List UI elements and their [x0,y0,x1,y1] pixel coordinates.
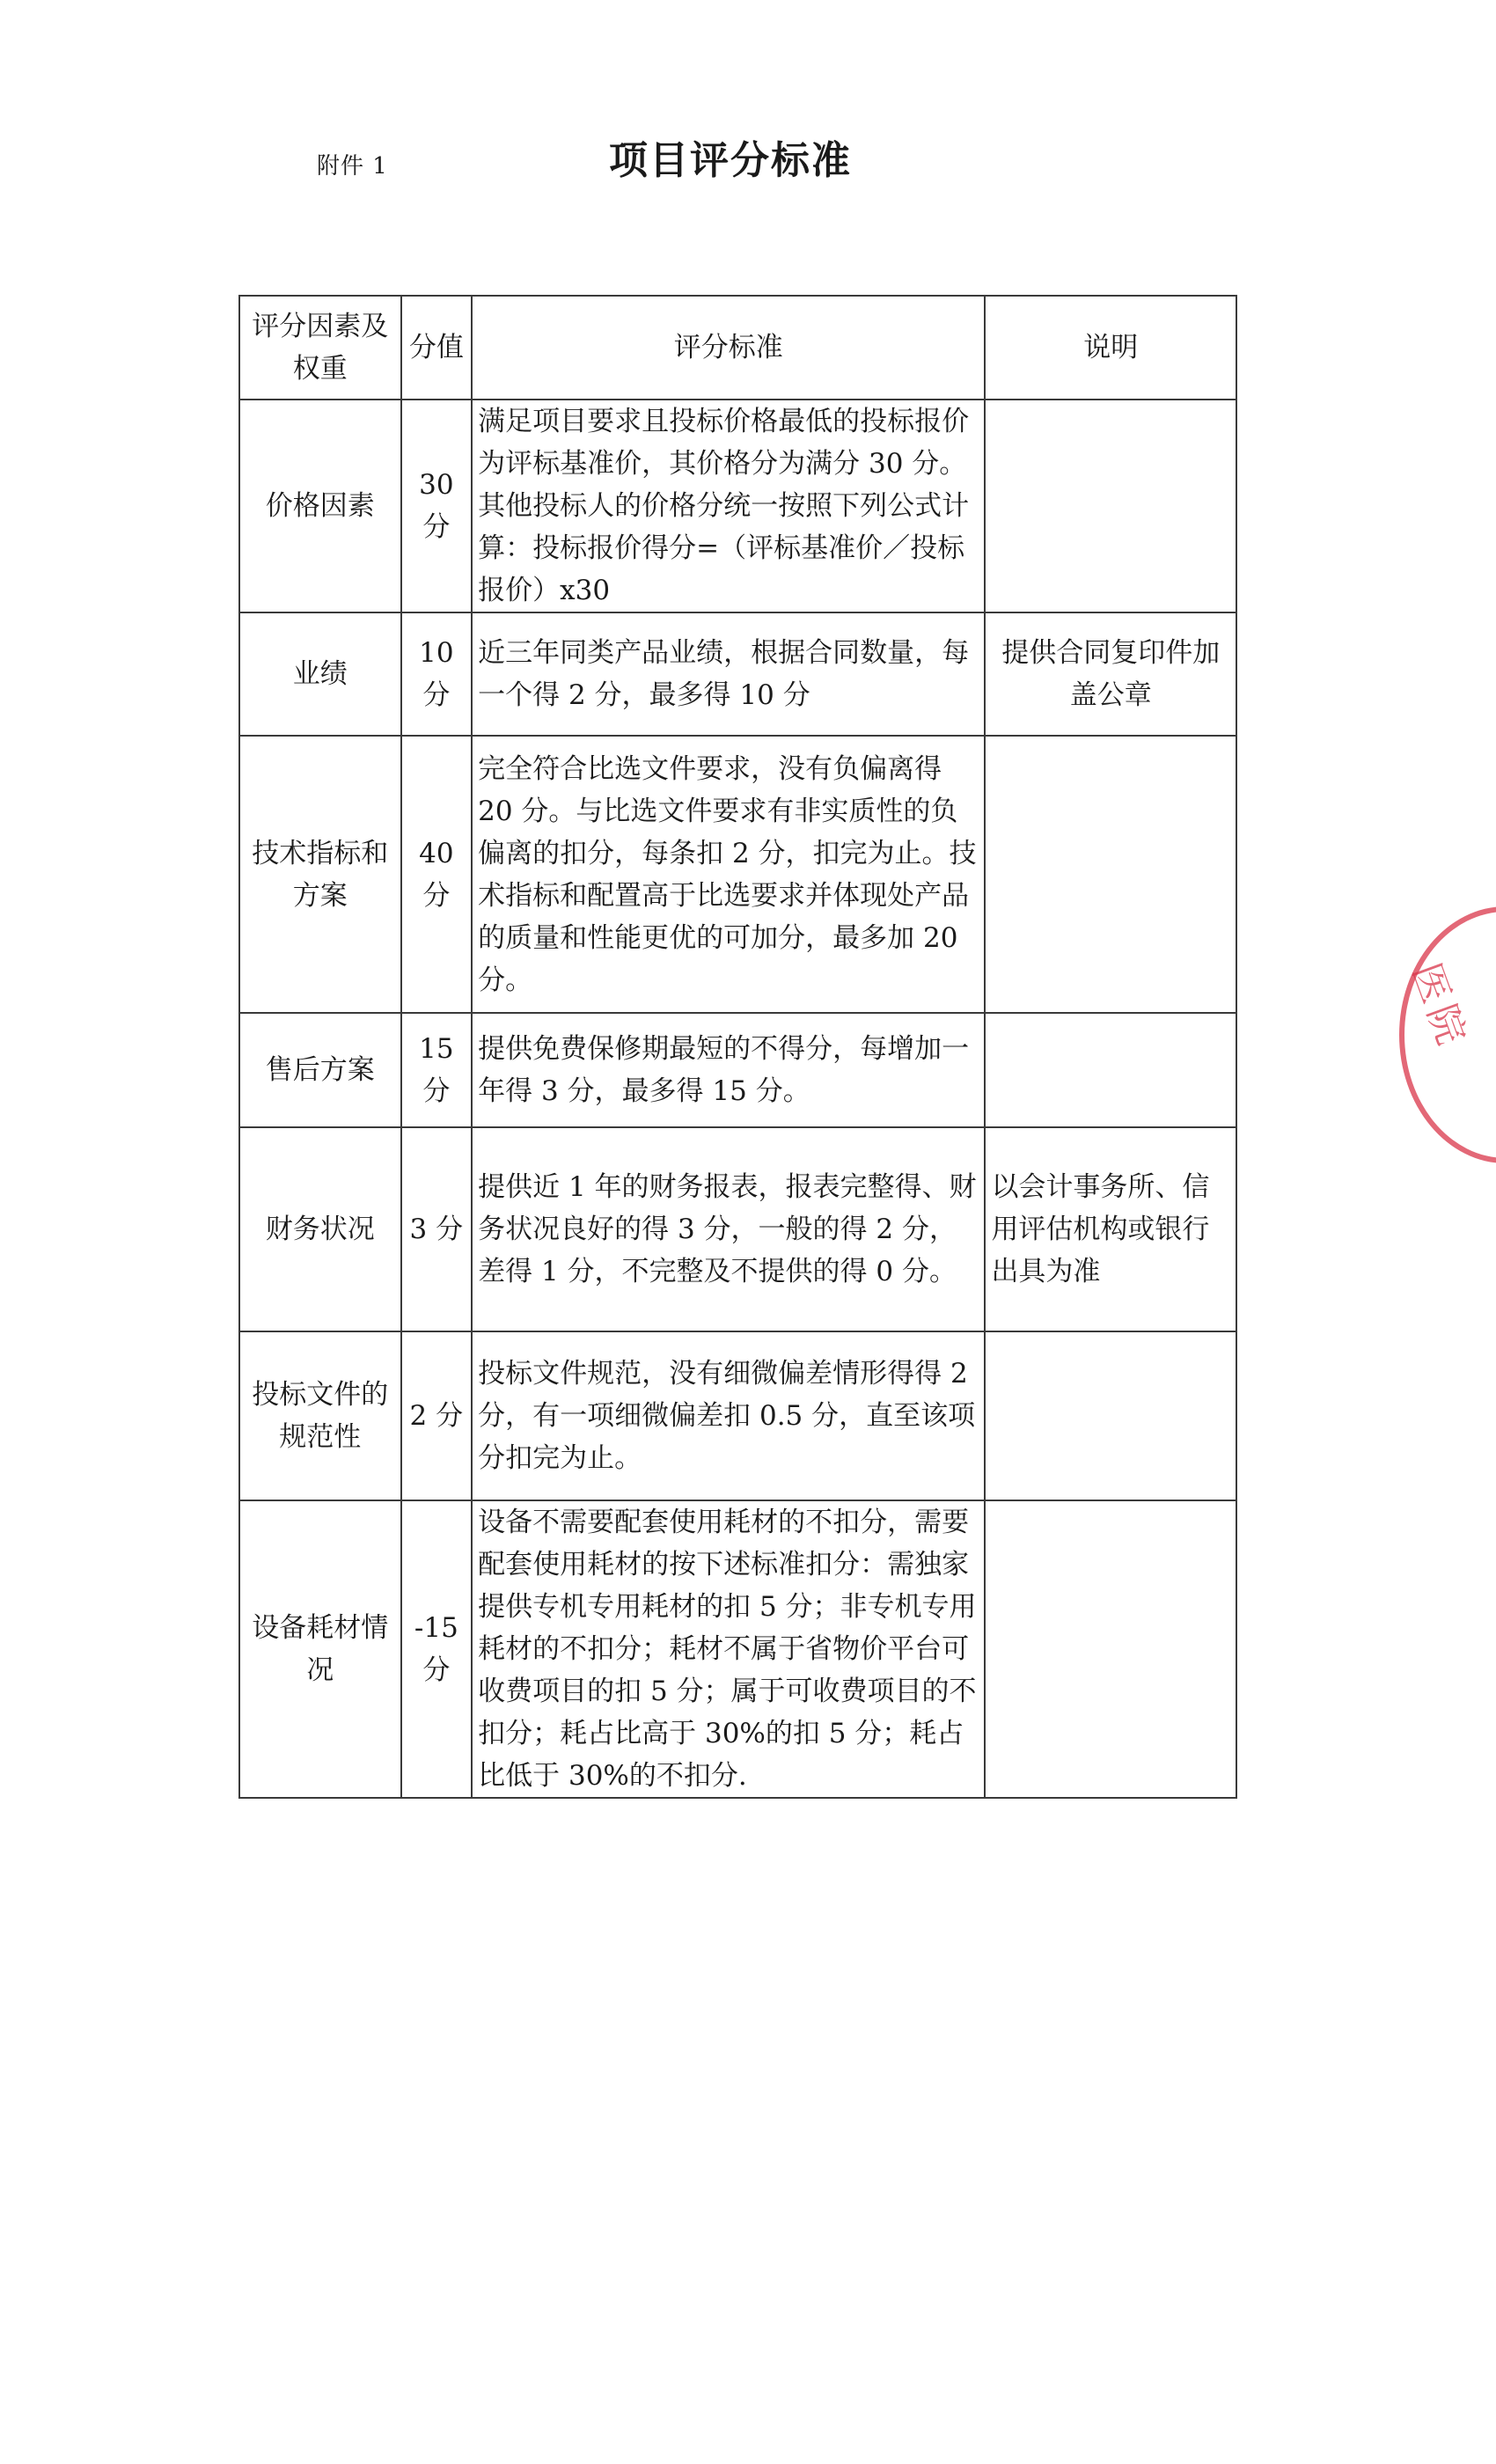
document-title: 项目评分标准 [609,138,852,183]
header-score: 分值 [401,296,473,400]
row-score: 3 分 [401,1127,473,1331]
attachment-label: 附件 1 [317,153,388,180]
table-row [239,1013,1236,1127]
row-factor: 财务状况 [239,1127,401,1331]
table-row [239,400,1236,612]
header-note: 说明 [985,296,1236,400]
row-factor: 售后方案 [239,1013,401,1127]
row-factor: 价格因素 [239,400,401,612]
row-factor: 设备耗材情况 [239,1500,401,1798]
header-standard: 评分标准 [472,296,985,400]
table-row [239,1331,1236,1500]
row-score: 15 分 [401,1013,473,1127]
row-factor: 投标文件的规范性 [239,1331,401,1500]
row-note [985,1500,1236,1798]
row-score: 10 分 [401,612,473,736]
table-row [239,1500,1236,1798]
row-score: 2 分 [401,1331,473,1500]
row-standard: 满足项目要求且投标价格最低的投标报价为评标基准价，其价格分为满分 30 分。其他投标人的价格分统一按照下列公式计算：投标报价得分=（评标基准价／投标报价）x30 [472,400,985,612]
row-note [985,1331,1236,1500]
row-standard: 提供近 1 年的财务报表，报表完整得、财务状况良好的得 3 分，一般的得 2 分，差得 1 分，不完整及不提供的得 0 分。 [472,1127,985,1331]
scoring-criteria-table [238,295,1237,1799]
row-factor: 技术指标和方案 [239,736,401,1013]
row-score: 30 分 [401,400,473,612]
row-note [985,736,1236,1013]
table-row [239,1127,1236,1331]
header-factor: 评分因素及权重 [239,296,401,400]
row-note [985,1013,1236,1127]
row-factor: 业绩 [239,612,401,736]
row-note: 提供合同复印件加盖公章 [985,612,1236,736]
row-standard: 提供免费保修期最短的不得分，每增加一年得 3 分，最多得 15 分。 [472,1013,985,1127]
row-score: 40 分 [401,736,473,1013]
row-standard: 设备不需要配套使用耗材的不扣分，需要配套使用耗材的按下述标准扣分：需独家提供专机专用耗材的扣 5 分；非专机专用耗材的不扣分；耗材不属于省物价平台可收费项目的扣 5 分；属于可收费项目的不扣分；耗占比高于 30%的扣 5 分；耗占比低于 30%的不扣分. [472,1500,985,1798]
table-row [239,736,1236,1013]
row-standard: 近三年同类产品业绩，根据合同数量，每一个得 2 分，最多得 10 分 [472,612,985,736]
row-score: -15 分 [401,1500,473,1798]
row-standard: 完全符合比选文件要求，没有负偏离得 20 分。与比选文件要求有非实质性的负偏离的扣分，每条扣 2 分，扣完为止。技术指标和配置高于比选要求并体现处产品的质量和性能更优的可加分，最多加 20 分。 [472,736,985,1013]
row-note: 以会计事务所、信用评估机构或银行出具为准 [985,1127,1236,1331]
official-seal-text: 医院 [1403,957,1476,1056]
table-row [239,612,1236,736]
row-note [985,400,1236,612]
table-header-row [239,296,1236,400]
row-standard: 投标文件规范，没有细微偏差情形得得 2 分，有一项细微偏差扣 0.5 分，直至该项分扣完为止。 [472,1331,985,1500]
